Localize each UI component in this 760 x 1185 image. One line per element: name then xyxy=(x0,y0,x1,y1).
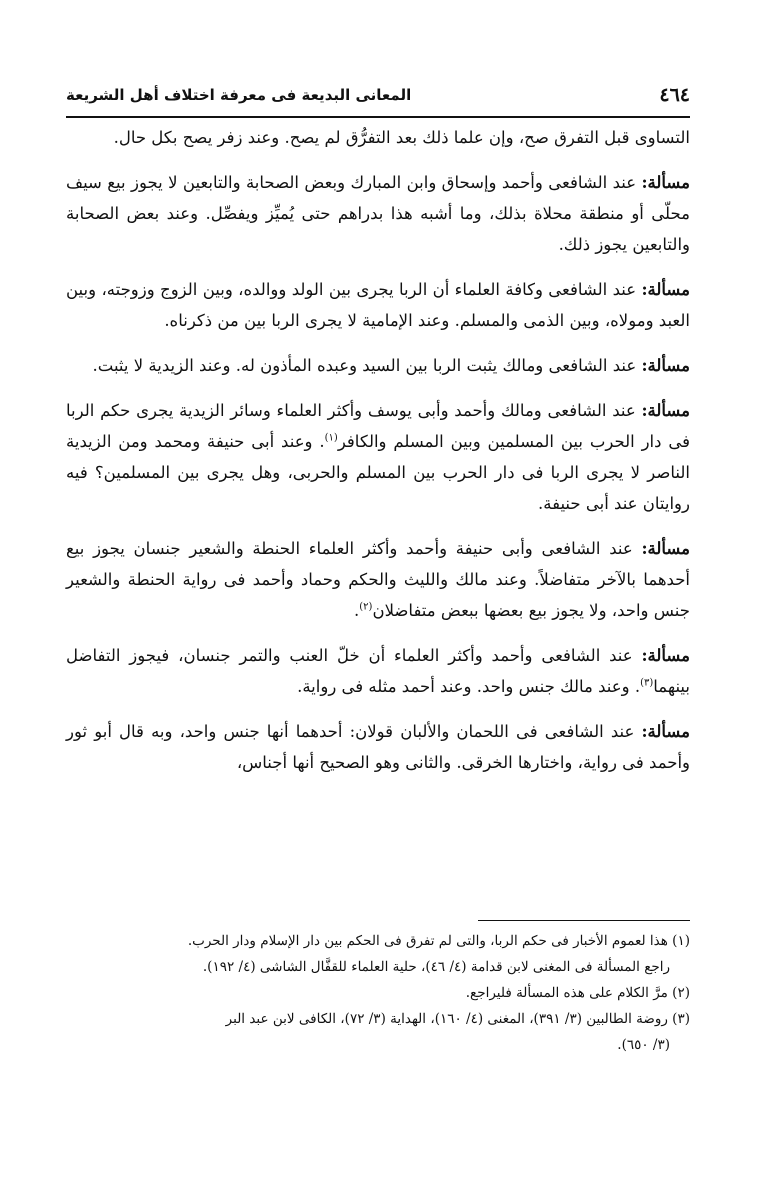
issue-label: مسألة: xyxy=(641,646,690,665)
footnote-ref[interactable]: (٣) xyxy=(640,677,654,689)
footnote-rule xyxy=(478,920,690,921)
paragraph: مسألة: عند الشافعى فى اللحمان والألبان قولان: أحدهما أنها جنس واحد، وبه قال أبو ثور وأحمد فى رواية، واختارها الخرقى. والثانى وهو الصحيح أنها أجناس، xyxy=(66,722,690,772)
footnotes xyxy=(66,928,690,1058)
issue-label: مسألة: xyxy=(641,539,690,558)
paragraph: مسألة: عند الشافعى ومالك يثبت الربا بين السيد وعبده المأذون له. وعند الزيدية لا يثبت. xyxy=(92,356,690,375)
running-header xyxy=(66,84,690,112)
header-rule xyxy=(66,116,690,118)
page-number: ٤٦٤ xyxy=(659,84,690,106)
issue-label: مسألة: xyxy=(641,401,690,420)
footnote-ref[interactable]: (١) xyxy=(324,432,338,444)
footnote-continuation: راجع المسألة فى المغنى لابن قدامة (٤/ ٤٦)، حلية العلماء للقفَّال الشاشى (٤/ ١٩٢). xyxy=(202,959,670,975)
footnote: (٢) مرَّ الكلام على هذه المسألة فليراجع. xyxy=(465,985,690,1001)
paragraph: مسألة: عند الشافعى وأبى حنيفة وأحمد وأكثر العلماء الحنطة والشعير جنسان يجوز بيع أحدهما بالآخر متفاضلاً. وعند مالك والليث والحكم وحماد وأحمد فى رواية الحنطة والشعير جنس واحد، ولا يجوز بيع بعضها ببعض متفاضلان$^{(٢)}$. xyxy=(66,539,690,620)
paragraph: مسألة: عند الشافعى وكافة العلماء أن الربا يجرى بين الولد ووالده، وبين الزوج وزوجته، وبين العبد ومولاه، وبين الذمى والمسلم. وعند الإمامية لا يجرى الربا بين من ذكرناه. xyxy=(66,280,690,330)
footnote: (٣) روضة الطالبين (٣/ ٣٩١)، المغنى (٤/ ١٦٠)، الهداية (٣/ ٧٢)، الكافى لابن عبد البر xyxy=(225,1011,690,1027)
paragraph: مسألة: عند الشافعى وأحمد وأكثر العلماء أن خلّ العنب والتمر جنسان، فيجوز التفاضل بينهما$^{(٣)}$. وعند مالك جنس واحد. وعند أحمد مثله فى رواية. xyxy=(66,646,690,696)
paragraph: مسألة: عند الشافعى ومالك وأحمد وأبى يوسف وأكثر العلماء وسائر الزيدية يجرى حكم الربا فى دار الحرب بين المسلمين وبين المسلم والكافر$^{(١)}$. وعند أبى حنيفة ومحمد ومن الزيدية الناصر لا يجرى الربا فى دار الحرب بين المسلم والحربى، وهل يجرى بين المسلمين؟ فيه روايتان عند أبى حنيفة. xyxy=(66,401,690,513)
main-text xyxy=(66,122,690,792)
issue-label: مسألة: xyxy=(641,722,690,741)
footnote-continuation: (٣/ ٦٥٠). xyxy=(617,1037,670,1053)
paragraph: التساوى قبل التفرق صح، وإن علما ذلك بعد التفرُّق لم يصح. وعند زفر يصح بكل حال. xyxy=(113,128,690,147)
running-title: المعانى البديعة فى معرفة اختلاف أهل الشريعة xyxy=(66,86,412,104)
footnote: (١) هذا لعموم الأخبار فى حكم الربا، والتى لم تفرق فى الحكم بين دار الإسلام ودار الحرب. xyxy=(187,933,690,949)
issue-label: مسألة: xyxy=(641,356,690,375)
footnote-ref[interactable]: (٢) xyxy=(359,601,373,613)
issue-label: مسألة: xyxy=(641,173,690,192)
paragraph: مسألة: عند الشافعى وأحمد وإسحاق وابن المبارك وبعض الصحابة والتابعين لا يجوز بيع سيف محلّى أو منطقة محلاة بذلك، وما أشبه هذا بدراهم حتى يُميِّز ويفصِّل. وعند بعض الصحابة والتابعين يجوز ذلك. xyxy=(66,173,690,254)
issue-label: مسألة: xyxy=(641,280,690,299)
